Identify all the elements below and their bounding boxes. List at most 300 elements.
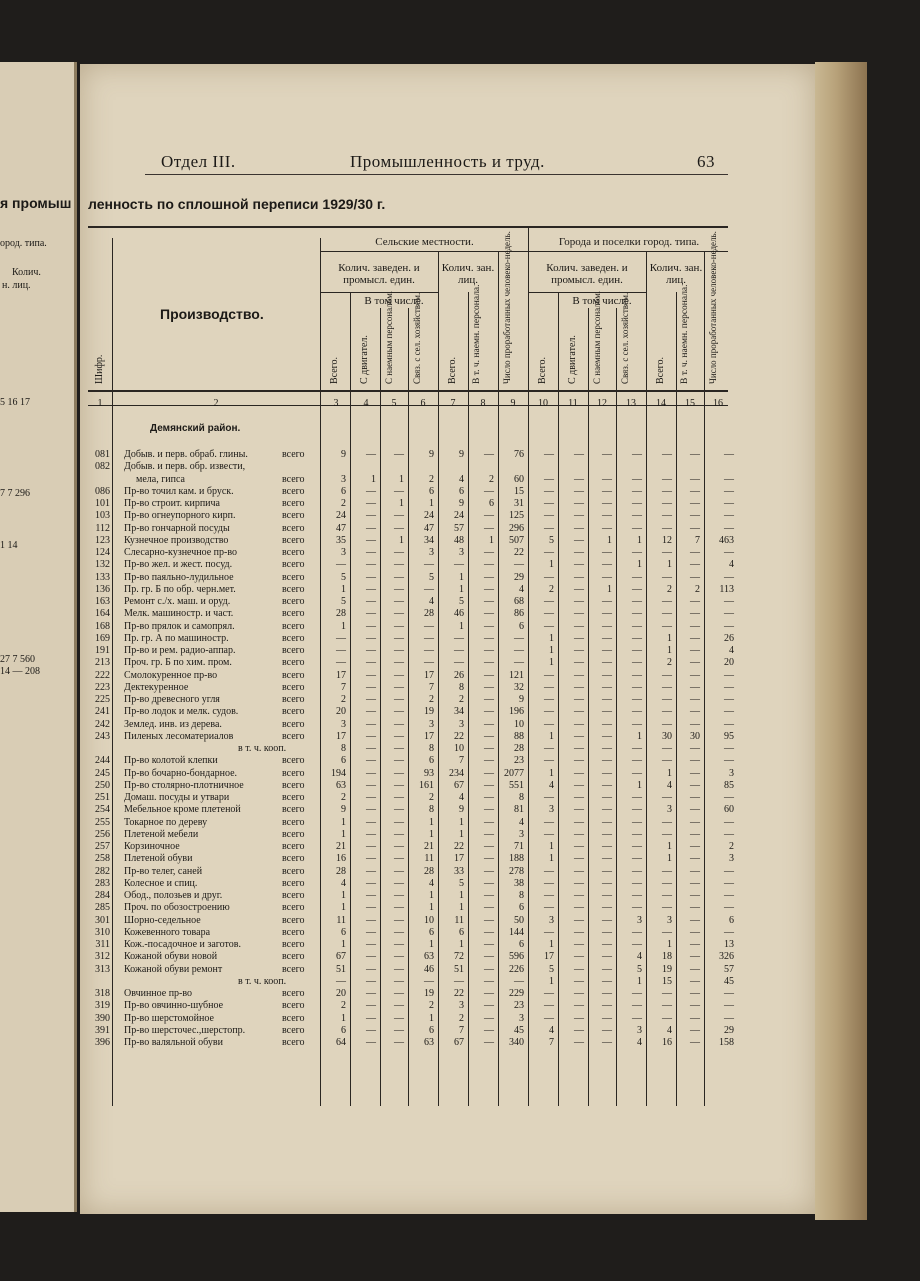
value-cell: 5 <box>637 963 642 975</box>
value-cell: 296 <box>509 522 524 534</box>
value-cell: — <box>574 596 584 607</box>
value-cell: — <box>394 547 404 558</box>
value-cell: — <box>484 1037 494 1048</box>
value-cell: — <box>602 498 612 509</box>
value-cell: — <box>574 779 584 791</box>
value-cell: — <box>632 988 642 999</box>
value-cell: — <box>454 559 464 571</box>
value-cell: — <box>394 1037 404 1048</box>
value-cell: — <box>662 755 672 767</box>
value-cell: — <box>484 975 494 987</box>
cipher-cell: 391 <box>95 1024 110 1036</box>
table-row <box>88 449 738 461</box>
value-cell: — <box>394 877 404 889</box>
value-cell: — <box>662 608 672 620</box>
production-name-cell: Кожаной обуви ремонт <box>124 963 223 975</box>
urban-hired-staff-header: В т. ч. наемн. персонала. <box>680 284 690 384</box>
value-cell: 45 <box>724 975 734 987</box>
value-cell: 1 <box>549 939 554 950</box>
table-row <box>88 743 738 755</box>
production-name-cell: Корзиночное <box>124 841 180 852</box>
value-cell: — <box>366 865 376 877</box>
rural-hired-header: С наемным персоналом. <box>384 290 394 384</box>
value-cell: 20 <box>336 988 346 999</box>
cipher-cell: 250 <box>95 779 110 791</box>
table-row <box>88 572 738 584</box>
column-number: 1 <box>97 398 103 409</box>
cipher-cell: 101 <box>95 498 110 509</box>
value-cell: — <box>574 669 584 681</box>
value-cell: 16 <box>662 1037 672 1048</box>
value-cell: — <box>602 865 612 877</box>
value-cell: — <box>632 804 642 816</box>
value-cell: — <box>544 498 554 509</box>
value-cell: 1 <box>341 620 346 632</box>
value-cell: — <box>690 963 700 975</box>
value-cell: 1 <box>371 473 376 485</box>
table-row <box>88 510 738 522</box>
value-cell: — <box>544 681 554 693</box>
value-cell: — <box>484 792 494 803</box>
column-number: 5 <box>391 398 397 409</box>
value-cell: — <box>366 485 376 497</box>
value-cell: 113 <box>719 583 734 595</box>
value-cell: — <box>366 559 376 571</box>
value-cell: — <box>574 902 584 914</box>
value-cell: 2 <box>341 792 346 803</box>
value-cell: 234 <box>449 767 464 779</box>
value-cell: 1 <box>341 890 346 901</box>
column-number: 9 <box>510 398 516 409</box>
value-cell: 7 <box>459 1024 464 1036</box>
value-cell: — <box>574 804 584 816</box>
value-cell: — <box>366 939 376 950</box>
value-cell: — <box>544 926 554 938</box>
value-cell: — <box>662 473 672 485</box>
value-cell: — <box>574 571 584 583</box>
value-cell: 1 <box>429 1012 434 1024</box>
value-cell: 2 <box>489 473 494 485</box>
value-cell: 38 <box>514 877 524 889</box>
value-cell: 507 <box>509 534 524 546</box>
row-kind-cell: всего <box>282 792 305 803</box>
value-cell: 1 <box>607 583 612 595</box>
value-cell: — <box>484 681 494 693</box>
value-cell: 28 <box>424 608 434 620</box>
value-cell: 2 <box>341 1000 346 1012</box>
production-name-cell: Пр. гр. А по машиностр. <box>124 632 229 644</box>
value-cell: 1 <box>549 975 554 987</box>
value-cell: 3 <box>729 767 734 779</box>
row-kind-cell: всего <box>282 939 305 950</box>
value-cell: 67 <box>454 1037 464 1048</box>
table-row <box>88 804 738 816</box>
value-cell: 12 <box>662 534 672 546</box>
production-name-cell: Пиленых лесоматериалов <box>124 730 234 742</box>
value-cell: — <box>544 473 554 485</box>
value-cell: — <box>690 522 700 534</box>
value-cell: 5 <box>341 571 346 583</box>
value-cell: — <box>632 865 642 877</box>
production-name-cell: Кож.-посадочное и заготов. <box>124 939 241 950</box>
value-cell: — <box>662 865 672 877</box>
production-name-cell: Пр-во лодок и мелк. судов. <box>124 706 239 718</box>
value-cell: — <box>724 547 734 558</box>
rural-total-header: Всего. <box>329 356 340 384</box>
value-cell: — <box>662 620 672 632</box>
value-cell: 4 <box>637 951 642 963</box>
production-name-cell: Кузнечное производство <box>124 534 229 546</box>
value-cell: — <box>394 939 404 950</box>
row-kind-cell: всего <box>282 853 305 865</box>
value-cell: 3 <box>549 914 554 926</box>
row-kind-cell: всего <box>282 914 305 926</box>
value-cell: — <box>574 485 584 497</box>
value-cell: — <box>484 510 494 522</box>
facing-page-row: 1 14 <box>0 540 18 551</box>
table-row <box>88 976 738 988</box>
value-cell: — <box>484 988 494 999</box>
value-cell: — <box>574 939 584 950</box>
value-cell: — <box>602 939 612 950</box>
value-cell: — <box>366 1037 376 1048</box>
value-cell: 1 <box>459 583 464 595</box>
value-cell: 226 <box>509 963 524 975</box>
value-cell: — <box>574 877 584 889</box>
table-row <box>88 633 738 645</box>
value-cell: — <box>484 1024 494 1036</box>
value-cell: 2 <box>429 473 434 485</box>
rural-including-header: В том числе. <box>364 295 424 307</box>
row-kind-cell: всего <box>282 730 305 742</box>
value-cell: — <box>662 718 672 730</box>
production-name-cell: Кожаной обуви новой <box>124 951 218 963</box>
value-cell: 1 <box>459 620 464 632</box>
value-cell: 63 <box>336 779 346 791</box>
cipher-cell: 319 <box>95 1000 110 1012</box>
table-row <box>88 682 738 694</box>
value-cell: — <box>366 951 376 963</box>
cipher-cell: 169 <box>95 632 110 644</box>
value-cell: — <box>544 596 554 607</box>
production-name-cell: Шорно-седельное <box>124 914 201 926</box>
value-cell: — <box>602 657 612 669</box>
table-row <box>88 474 738 486</box>
value-cell: — <box>690 816 700 828</box>
value-cell: — <box>484 669 494 681</box>
urban-persons-total-header: Всего. <box>655 356 666 384</box>
value-cell: — <box>690 828 700 840</box>
production-name-cell: мела, гипса <box>136 473 185 485</box>
production-name-cell: Пр-во валяльной обуви <box>124 1037 223 1048</box>
value-cell: — <box>690 951 700 963</box>
column-number: 4 <box>363 398 369 409</box>
value-cell: — <box>424 632 434 644</box>
value-cell: 21 <box>336 841 346 852</box>
production-column-title: Производство. <box>160 306 264 322</box>
value-cell: — <box>394 975 404 987</box>
value-cell: — <box>574 816 584 828</box>
value-cell: — <box>484 620 494 632</box>
value-cell: — <box>366 963 376 975</box>
value-cell: — <box>394 645 404 656</box>
value-cell: — <box>484 694 494 705</box>
value-cell: 1 <box>637 975 642 987</box>
value-cell: — <box>366 853 376 865</box>
value-cell: — <box>724 1012 734 1024</box>
value-cell: — <box>574 841 584 852</box>
value-cell: — <box>366 877 376 889</box>
value-cell: 3 <box>429 718 434 730</box>
value-cell: — <box>602 510 612 522</box>
value-cell: 3 <box>667 804 672 816</box>
cipher-cell: 310 <box>95 926 110 938</box>
value-cell: 551 <box>509 779 524 791</box>
row-kind-cell: всего <box>282 694 305 705</box>
value-cell: 63 <box>424 1037 434 1048</box>
value-cell: 23 <box>514 1000 524 1012</box>
value-cell: — <box>366 522 376 534</box>
row-kind-cell: всего <box>282 718 305 730</box>
value-cell: — <box>602 755 612 767</box>
value-cell: — <box>366 669 376 681</box>
value-cell: 3 <box>459 718 464 730</box>
value-cell: — <box>602 816 612 828</box>
value-cell: 28 <box>424 865 434 877</box>
value-cell: — <box>690 1000 700 1012</box>
cipher-cell: 191 <box>95 645 110 656</box>
value-cell: 188 <box>509 853 524 865</box>
value-cell: — <box>394 828 404 840</box>
rural-person-weeks-header: Число проработанных человеко-недель. <box>502 231 512 384</box>
table-row <box>88 596 738 608</box>
value-cell: 6 <box>459 485 464 497</box>
urban-including-header: В том числе. <box>572 295 632 307</box>
value-cell: — <box>724 522 734 534</box>
value-cell: 3 <box>459 547 464 558</box>
column-number: 7 <box>450 398 456 409</box>
value-cell: — <box>602 522 612 534</box>
value-cell: — <box>574 583 584 595</box>
value-cell: 17 <box>336 730 346 742</box>
value-cell: — <box>662 681 672 693</box>
value-cell: — <box>574 890 584 901</box>
value-cell: 85 <box>724 779 734 791</box>
table-row <box>88 584 738 596</box>
value-cell: — <box>574 853 584 865</box>
value-cell: — <box>574 694 584 705</box>
value-cell: 1 <box>607 534 612 546</box>
production-name-cell: Пр-во шерстомойное <box>124 1012 214 1024</box>
value-cell: — <box>394 632 404 644</box>
facing-page-fragment <box>0 62 77 1212</box>
row-kind-cell: всего <box>282 828 305 840</box>
value-cell: 6 <box>429 1024 434 1036</box>
value-cell: — <box>662 522 672 534</box>
value-cell: — <box>394 914 404 926</box>
cipher-cell: 136 <box>95 583 110 595</box>
section-label: Отдел III. <box>161 152 236 171</box>
row-kind-cell: всего <box>282 1024 305 1036</box>
value-cell: — <box>632 669 642 681</box>
value-cell: 1 <box>341 902 346 914</box>
value-cell: — <box>662 547 672 558</box>
value-cell: 1 <box>341 583 346 595</box>
cipher-cell: 081 <box>95 449 110 460</box>
value-cell: 1 <box>637 730 642 742</box>
value-cell: 2 <box>667 583 672 595</box>
value-cell: — <box>690 694 700 705</box>
district-heading: Демянский район. <box>150 423 241 434</box>
value-cell: 1 <box>549 767 554 779</box>
value-cell: 3 <box>729 853 734 865</box>
urban-farm-header: Связ. с сел. хозяйством. <box>620 292 630 384</box>
value-cell: 340 <box>509 1037 524 1048</box>
value-cell: — <box>484 816 494 828</box>
value-cell: — <box>514 657 524 669</box>
cipher-cell: 133 <box>95 571 110 583</box>
value-cell: — <box>690 841 700 852</box>
value-cell: — <box>690 988 700 999</box>
column-number: 6 <box>420 398 426 409</box>
column-number: 12 <box>597 398 607 409</box>
value-cell: — <box>544 743 554 754</box>
value-cell: — <box>394 596 404 607</box>
value-cell: 1 <box>637 559 642 571</box>
row-kind-cell: всего <box>282 522 305 534</box>
value-cell: 196 <box>509 706 524 718</box>
value-cell: — <box>574 1024 584 1036</box>
value-cell: — <box>574 473 584 485</box>
cipher-cell: 282 <box>95 865 110 877</box>
value-cell: — <box>574 988 584 999</box>
value-cell: — <box>724 926 734 938</box>
value-cell: — <box>690 608 700 620</box>
value-cell: — <box>690 755 700 767</box>
value-cell: 20 <box>336 706 346 718</box>
value-cell: — <box>662 498 672 509</box>
page-subtitle: ленность по сплошной переписи 1929/30 г. <box>88 196 386 212</box>
value-cell: 6 <box>729 914 734 926</box>
value-cell: — <box>632 792 642 803</box>
value-cell: — <box>602 779 612 791</box>
table-row <box>88 559 738 571</box>
value-cell: — <box>484 902 494 914</box>
value-cell: — <box>484 951 494 963</box>
production-name-cell: Пр-во жел. и жест. посуд. <box>124 559 233 571</box>
value-cell: — <box>484 755 494 767</box>
value-cell: 1 <box>459 939 464 950</box>
table-row <box>88 927 738 939</box>
row-kind-cell: всего <box>282 449 305 460</box>
value-cell: — <box>632 473 642 485</box>
value-cell: — <box>484 559 494 571</box>
value-cell: — <box>544 608 554 620</box>
value-cell: 326 <box>719 951 734 963</box>
value-cell: — <box>484 730 494 742</box>
value-cell: 7 <box>341 681 346 693</box>
table-top-rule <box>88 226 728 228</box>
value-cell: 22 <box>514 547 524 558</box>
value-cell: 1 <box>549 645 554 656</box>
value-cell: 4 <box>729 645 734 656</box>
value-cell: — <box>602 988 612 999</box>
value-cell: 29 <box>514 571 524 583</box>
value-cell: — <box>366 816 376 828</box>
value-cell: — <box>336 975 346 987</box>
value-cell: — <box>632 498 642 509</box>
value-cell: 6 <box>341 485 346 497</box>
value-cell: — <box>454 657 464 669</box>
value-cell: 47 <box>424 522 434 534</box>
value-cell: — <box>484 853 494 865</box>
value-cell: 1 <box>429 828 434 840</box>
value-cell: — <box>574 1012 584 1024</box>
value-cell: — <box>574 926 584 938</box>
value-cell: — <box>366 730 376 742</box>
value-cell: — <box>690 620 700 632</box>
value-cell: — <box>574 730 584 742</box>
value-cell: — <box>690 510 700 522</box>
value-cell: — <box>336 632 346 644</box>
value-cell: — <box>484 804 494 816</box>
column-number: 11 <box>568 398 578 409</box>
value-cell: 32 <box>514 681 524 693</box>
value-cell: 6 <box>489 498 494 509</box>
value-cell: 1 <box>667 853 672 865</box>
value-cell: 1 <box>667 645 672 656</box>
value-cell: — <box>574 828 584 840</box>
value-cell: 33 <box>454 865 464 877</box>
value-cell: 1 <box>667 939 672 950</box>
value-cell: — <box>394 890 404 901</box>
table-row <box>88 890 738 902</box>
value-cell: 81 <box>514 804 524 816</box>
value-cell: — <box>602 743 612 754</box>
value-cell: — <box>690 1024 700 1036</box>
value-cell: — <box>602 730 612 742</box>
row-kind-cell: всего <box>282 963 305 975</box>
table-row <box>88 731 738 743</box>
value-cell: — <box>366 902 376 914</box>
value-cell: 596 <box>509 951 524 963</box>
value-cell: — <box>690 571 700 583</box>
value-cell: 22 <box>454 841 464 852</box>
value-cell: 95 <box>724 730 734 742</box>
value-cell: 15 <box>662 975 672 987</box>
value-cell: 76 <box>514 449 524 460</box>
value-cell: 7 <box>695 534 700 546</box>
value-cell: 13 <box>724 939 734 950</box>
value-cell: — <box>690 498 700 509</box>
value-cell: — <box>574 767 584 779</box>
value-cell: — <box>394 1024 404 1036</box>
value-cell: 1 <box>341 1012 346 1024</box>
value-cell: 6 <box>429 926 434 938</box>
value-cell: — <box>724 792 734 803</box>
value-cell: — <box>602 485 612 497</box>
value-cell: — <box>632 877 642 889</box>
production-name-cell: Пр-во древесного угля <box>124 694 220 705</box>
value-cell: 35 <box>336 534 346 546</box>
value-cell: 1 <box>459 816 464 828</box>
value-cell: — <box>574 865 584 877</box>
rural-hired-staff-header: В т. ч. наемн. персонала. <box>472 284 482 384</box>
cipher-cell: 285 <box>95 902 110 914</box>
value-cell: — <box>544 571 554 583</box>
value-cell: — <box>454 975 464 987</box>
value-cell: — <box>662 694 672 705</box>
